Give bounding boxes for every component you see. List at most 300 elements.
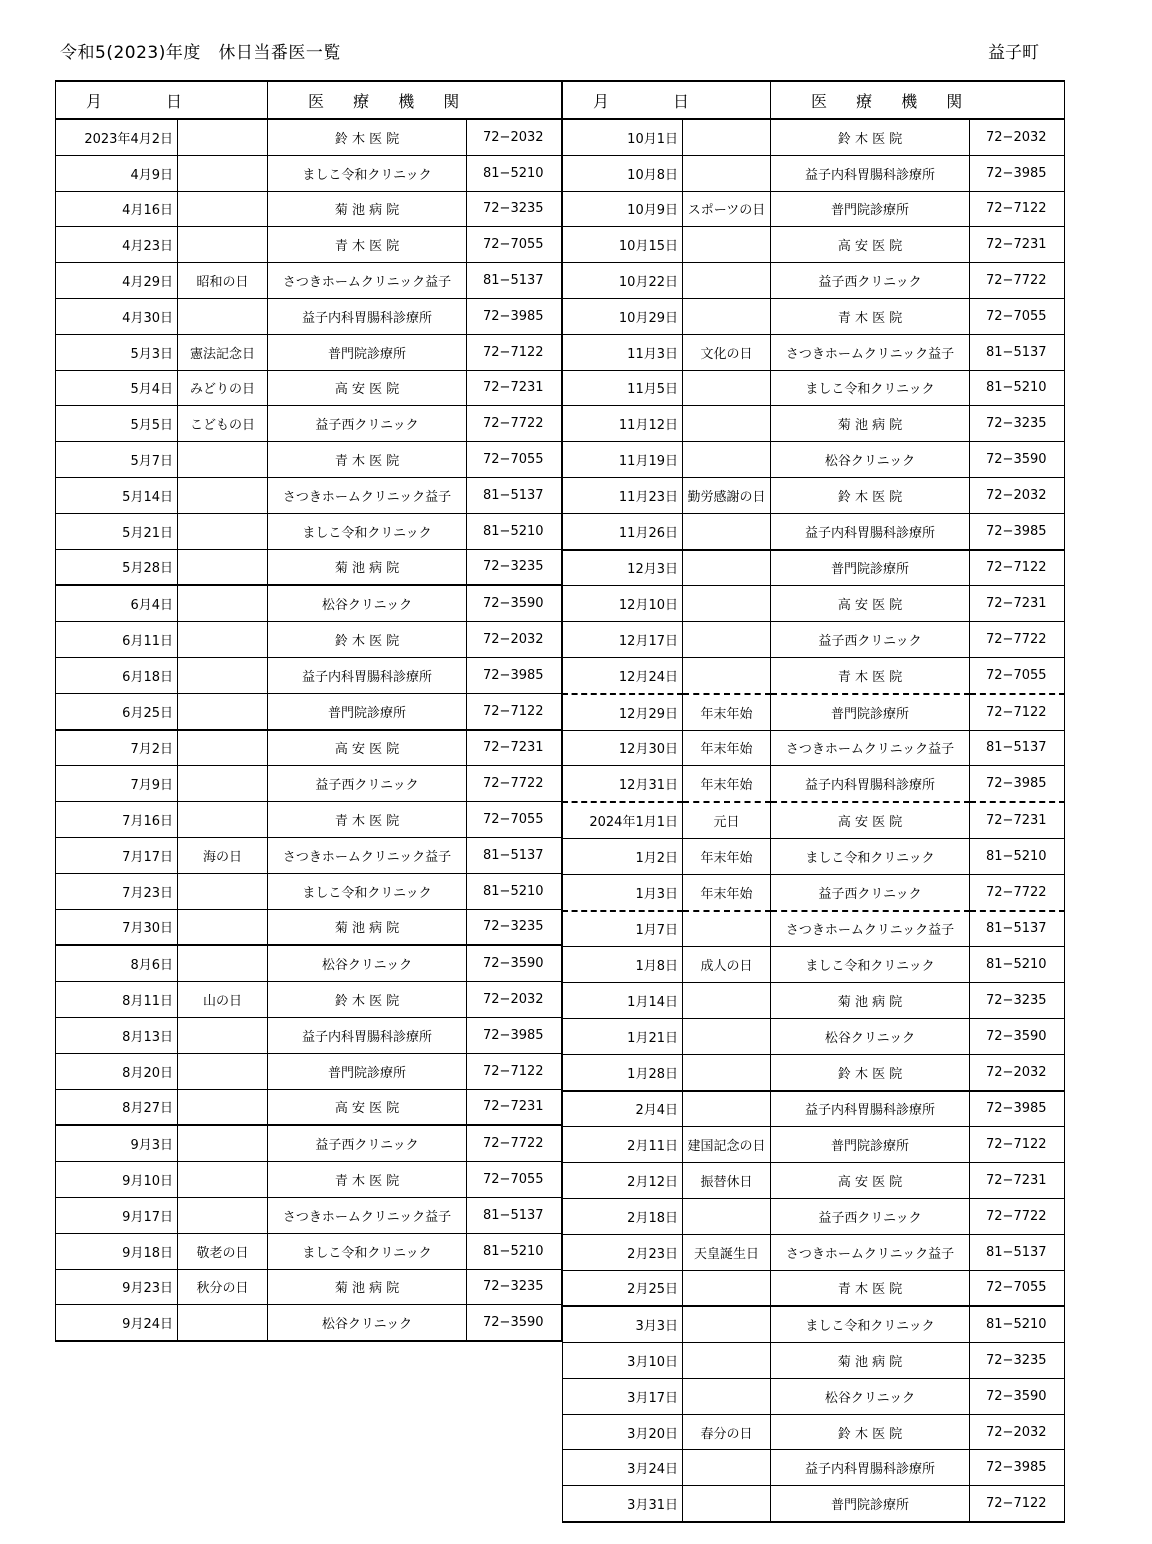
cell-clinic: 益子内科胃腸科診療所 xyxy=(771,1450,970,1486)
cell-date: 1月2日 xyxy=(563,838,683,874)
cell-clinic: 高 安 医 院 xyxy=(268,730,467,766)
cell-clinic: 青 木 医 院 xyxy=(771,657,970,693)
cell-phone: 72−2032 xyxy=(970,1414,1065,1450)
cell-holiday xyxy=(178,730,268,766)
cell-holiday: 勤労感謝の日 xyxy=(683,477,771,513)
cell-clinic: 益子内科胃腸科診療所 xyxy=(268,298,467,334)
cell-phone: 72−3590 xyxy=(467,945,562,981)
cell-date: 12月24日 xyxy=(563,657,683,693)
cell-holiday xyxy=(683,155,771,191)
table-row xyxy=(56,406,562,442)
cell-phone: 81−5210 xyxy=(970,370,1065,406)
cell-phone: 72−3235 xyxy=(467,909,562,945)
cell-holiday: スポーツの日 xyxy=(683,191,771,227)
cell-holiday xyxy=(178,1125,268,1161)
cell-clinic: 鈴 木 医 院 xyxy=(268,119,467,155)
table-row xyxy=(56,982,562,1018)
table-row xyxy=(563,1127,1065,1163)
cell-clinic: 菊 池 病 院 xyxy=(771,1343,970,1379)
cell-date: 5月7日 xyxy=(56,442,178,478)
cell-holiday xyxy=(178,945,268,981)
cell-phone: 72−7231 xyxy=(467,1089,562,1125)
cell-clinic: ましこ令和クリニック xyxy=(771,370,970,406)
cell-holiday: 振替休日 xyxy=(683,1163,771,1199)
table-row xyxy=(563,1378,1065,1414)
cell-phone: 81−5137 xyxy=(970,730,1065,766)
cell-date: 12月30日 xyxy=(563,730,683,766)
cell-holiday xyxy=(683,1018,771,1054)
schedule-table-left xyxy=(55,80,562,1342)
cell-date: 8月20日 xyxy=(56,1053,178,1089)
table-row xyxy=(563,983,1065,1019)
table-row xyxy=(56,1269,562,1305)
table-row xyxy=(563,1414,1065,1450)
cell-date: 1月8日 xyxy=(563,947,683,983)
table-row xyxy=(56,1053,562,1089)
cell-clinic: 益子西クリニック xyxy=(771,874,970,910)
cell-date: 2月12日 xyxy=(563,1163,683,1199)
cell-holiday xyxy=(683,1378,771,1414)
cell-clinic: 普門院診療所 xyxy=(771,550,970,586)
cell-phone: 72−3985 xyxy=(467,657,562,693)
cell-phone: 72−7122 xyxy=(970,694,1065,730)
table-row xyxy=(563,657,1065,693)
cell-date: 6月18日 xyxy=(56,657,178,693)
cell-phone: 81−5210 xyxy=(970,947,1065,983)
cell-date: 7月23日 xyxy=(56,873,178,909)
cell-date: 3月24日 xyxy=(563,1450,683,1486)
cell-phone: 72−3235 xyxy=(970,406,1065,442)
table-row xyxy=(56,1017,562,1053)
table-row xyxy=(563,947,1065,983)
cell-date: 10月15日 xyxy=(563,227,683,263)
table-row xyxy=(563,1343,1065,1379)
cell-holiday xyxy=(178,873,268,909)
cell-holiday xyxy=(683,550,771,586)
cell-date: 12月10日 xyxy=(563,586,683,622)
cell-clinic: 菊 池 病 院 xyxy=(268,191,467,227)
cell-holiday xyxy=(178,155,268,191)
cell-clinic: 菊 池 病 院 xyxy=(268,1269,467,1305)
cell-holiday: 文化の日 xyxy=(683,334,771,370)
cell-date: 7月2日 xyxy=(56,730,178,766)
header-clinic: 医 療 機 関 xyxy=(268,81,562,119)
cell-phone: 72−7055 xyxy=(467,802,562,838)
cell-holiday xyxy=(683,370,771,406)
cell-phone: 72−3985 xyxy=(970,1450,1065,1486)
cell-holiday: 山の日 xyxy=(178,982,268,1018)
cell-date: 4月30日 xyxy=(56,298,178,334)
cell-clinic: ましこ令和クリニック xyxy=(268,1233,467,1269)
table-row xyxy=(56,513,562,549)
cell-phone: 72−2032 xyxy=(467,982,562,1018)
cell-holiday xyxy=(178,585,268,621)
cell-phone: 72−7122 xyxy=(467,334,562,370)
cell-holiday xyxy=(178,477,268,513)
cell-phone: 72−7231 xyxy=(970,586,1065,622)
cell-date: 4月23日 xyxy=(56,227,178,263)
cell-holiday: 年末年始 xyxy=(683,874,771,910)
cell-clinic: ましこ令和クリニック xyxy=(771,838,970,874)
cell-clinic: 益子西クリニック xyxy=(771,622,970,658)
cell-date: 3月20日 xyxy=(563,1414,683,1450)
cell-holiday: 天皇誕生日 xyxy=(683,1234,771,1270)
cell-clinic: 青 木 医 院 xyxy=(771,1270,970,1306)
cell-phone: 81−5137 xyxy=(970,911,1065,947)
table-row xyxy=(563,838,1065,874)
table-row xyxy=(56,549,562,585)
cell-clinic: 松谷クリニック xyxy=(268,1305,467,1341)
table-row xyxy=(563,1486,1065,1522)
cell-date: 1月14日 xyxy=(563,983,683,1019)
cell-clinic: 松谷クリニック xyxy=(268,585,467,621)
cell-date: 5月4日 xyxy=(56,370,178,406)
cell-date: 9月17日 xyxy=(56,1197,178,1233)
cell-holiday xyxy=(178,298,268,334)
cell-clinic: さつきホームクリニック益子 xyxy=(771,1234,970,1270)
table-row xyxy=(563,911,1065,947)
cell-holiday: 年末年始 xyxy=(683,838,771,874)
cell-date: 1月28日 xyxy=(563,1054,683,1090)
cell-phone: 72−3985 xyxy=(970,513,1065,549)
cell-holiday xyxy=(178,1197,268,1233)
cell-clinic: ましこ令和クリニック xyxy=(268,155,467,191)
cell-clinic: 普門院診療所 xyxy=(771,694,970,730)
cell-phone: 72−3985 xyxy=(970,1091,1065,1127)
table-row xyxy=(56,1233,562,1269)
cell-clinic: 菊 池 病 院 xyxy=(268,909,467,945)
cell-clinic: ましこ令和クリニック xyxy=(771,1306,970,1342)
table-row xyxy=(563,766,1065,802)
cell-date: 8月11日 xyxy=(56,982,178,1018)
cell-phone: 72−7122 xyxy=(970,550,1065,586)
table-row xyxy=(563,1018,1065,1054)
cell-phone: 72−3985 xyxy=(970,766,1065,802)
cell-phone: 72−3235 xyxy=(467,549,562,585)
table-row xyxy=(56,155,562,191)
cell-holiday: 元日 xyxy=(683,802,771,838)
cell-phone: 72−3235 xyxy=(970,983,1065,1019)
cell-holiday xyxy=(178,766,268,802)
cell-date: 11月19日 xyxy=(563,442,683,478)
cell-holiday: 年末年始 xyxy=(683,694,771,730)
cell-phone: 72−3590 xyxy=(970,442,1065,478)
table-row xyxy=(56,837,562,873)
cell-date: 5月14日 xyxy=(56,477,178,513)
cell-holiday xyxy=(683,442,771,478)
cell-date: 5月5日 xyxy=(56,406,178,442)
table-row xyxy=(563,1270,1065,1306)
cell-date: 2月25日 xyxy=(563,1270,683,1306)
cell-phone: 72−7722 xyxy=(467,766,562,802)
cell-clinic: 青 木 医 院 xyxy=(268,802,467,838)
cell-date: 8月13日 xyxy=(56,1017,178,1053)
cell-clinic: ましこ令和クリニック xyxy=(268,873,467,909)
cell-date: 8月27日 xyxy=(56,1089,178,1125)
table-header-row xyxy=(56,81,562,119)
cell-date: 11月26日 xyxy=(563,513,683,549)
cell-clinic: 鈴 木 医 院 xyxy=(771,1054,970,1090)
header-clinic: 医 療 機 関 xyxy=(771,81,1065,119)
cell-holiday xyxy=(178,657,268,693)
cell-phone: 72−2032 xyxy=(970,1054,1065,1090)
cell-date: 7月16日 xyxy=(56,802,178,838)
cell-date: 4月9日 xyxy=(56,155,178,191)
town-name: 益子町 xyxy=(988,43,1039,63)
cell-date: 12月3日 xyxy=(563,550,683,586)
table-row xyxy=(56,909,562,945)
cell-holiday xyxy=(178,442,268,478)
cell-clinic: 益子西クリニック xyxy=(268,1125,467,1161)
cell-clinic: さつきホームクリニック益子 xyxy=(268,837,467,873)
cell-date: 1月21日 xyxy=(563,1018,683,1054)
cell-holiday xyxy=(683,983,771,1019)
table-row xyxy=(56,477,562,513)
table-row xyxy=(563,191,1065,227)
cell-phone: 72−3590 xyxy=(467,585,562,621)
cell-phone: 81−5137 xyxy=(467,837,562,873)
cell-date: 12月31日 xyxy=(563,766,683,802)
cell-holiday: 年末年始 xyxy=(683,766,771,802)
table-row xyxy=(563,622,1065,658)
table-row xyxy=(563,1306,1065,1342)
cell-clinic: 益子内科胃腸科診療所 xyxy=(771,155,970,191)
cell-holiday xyxy=(178,1017,268,1053)
cell-date: 10月9日 xyxy=(563,191,683,227)
cell-clinic: 菊 池 病 院 xyxy=(771,406,970,442)
cell-clinic: 普門院診療所 xyxy=(268,693,467,729)
cell-holiday: 憲法記念日 xyxy=(178,334,268,370)
cell-clinic: さつきホームクリニック益子 xyxy=(268,477,467,513)
cell-clinic: さつきホームクリニック益子 xyxy=(771,730,970,766)
cell-phone: 72−7122 xyxy=(970,191,1065,227)
cell-holiday xyxy=(683,657,771,693)
cell-phone: 81−5210 xyxy=(467,155,562,191)
schedule-table-right xyxy=(562,80,1065,1523)
cell-holiday xyxy=(683,1054,771,1090)
cell-clinic: 高 安 医 院 xyxy=(268,370,467,406)
cell-clinic: 高 安 医 院 xyxy=(268,1089,467,1125)
cell-phone: 72−7722 xyxy=(467,1125,562,1161)
table-row xyxy=(563,263,1065,299)
table-row xyxy=(56,873,562,909)
cell-clinic: 普門院診療所 xyxy=(771,191,970,227)
cell-clinic: さつきホームクリニック益子 xyxy=(268,1197,467,1233)
table-row xyxy=(563,406,1065,442)
cell-clinic: 青 木 医 院 xyxy=(268,1162,467,1198)
cell-phone: 81−5210 xyxy=(467,873,562,909)
table-row xyxy=(56,730,562,766)
cell-date: 2月23日 xyxy=(563,1234,683,1270)
cell-phone: 72−3235 xyxy=(467,191,562,227)
table-row xyxy=(56,227,562,263)
cell-clinic: 鈴 木 医 院 xyxy=(268,622,467,658)
cell-date: 4月29日 xyxy=(56,263,178,299)
cell-clinic: 益子西クリニック xyxy=(268,406,467,442)
cell-phone: 72−7055 xyxy=(467,442,562,478)
header-date: 月 日 xyxy=(56,81,268,119)
cell-date: 6月11日 xyxy=(56,622,178,658)
table-row xyxy=(56,191,562,227)
cell-holiday xyxy=(683,1306,771,1342)
cell-date: 2月4日 xyxy=(563,1091,683,1127)
cell-clinic: 松谷クリニック xyxy=(771,1378,970,1414)
table-header-row xyxy=(563,81,1065,119)
cell-date: 9月18日 xyxy=(56,1233,178,1269)
cell-holiday xyxy=(178,802,268,838)
cell-date: 9月24日 xyxy=(56,1305,178,1341)
cell-phone: 72−2032 xyxy=(467,622,562,658)
cell-phone: 72−2032 xyxy=(970,477,1065,513)
cell-date: 3月17日 xyxy=(563,1378,683,1414)
table-row xyxy=(563,1234,1065,1270)
table-row xyxy=(563,730,1065,766)
table-row xyxy=(56,334,562,370)
table-row xyxy=(563,155,1065,191)
cell-phone: 72−7722 xyxy=(970,874,1065,910)
cell-date: 10月29日 xyxy=(563,298,683,334)
cell-phone: 72−7722 xyxy=(970,263,1065,299)
header-date: 月 日 xyxy=(563,81,771,119)
cell-date: 8月6日 xyxy=(56,945,178,981)
cell-clinic: さつきホームクリニック益子 xyxy=(771,334,970,370)
cell-clinic: 高 安 医 院 xyxy=(771,227,970,263)
table-row xyxy=(56,657,562,693)
cell-clinic: さつきホームクリニック益子 xyxy=(771,911,970,947)
table-row xyxy=(563,370,1065,406)
cell-phone: 81−5137 xyxy=(467,263,562,299)
cell-phone: 72−7055 xyxy=(970,298,1065,334)
cell-date: 2月18日 xyxy=(563,1198,683,1234)
cell-clinic: 松谷クリニック xyxy=(268,945,467,981)
table-row xyxy=(56,693,562,729)
cell-date: 2月11日 xyxy=(563,1127,683,1163)
cell-date: 12月17日 xyxy=(563,622,683,658)
cell-date: 11月3日 xyxy=(563,334,683,370)
cell-holiday: みどりの日 xyxy=(178,370,268,406)
cell-phone: 72−7231 xyxy=(970,1163,1065,1199)
cell-date: 1月7日 xyxy=(563,911,683,947)
cell-clinic: 鈴 木 医 院 xyxy=(268,982,467,1018)
cell-phone: 72−3985 xyxy=(467,298,562,334)
cell-holiday xyxy=(683,911,771,947)
cell-clinic: 菊 池 病 院 xyxy=(268,549,467,585)
cell-date: 10月22日 xyxy=(563,263,683,299)
cell-phone: 81−5210 xyxy=(467,1233,562,1269)
cell-phone: 81−5137 xyxy=(970,1234,1065,1270)
table-row xyxy=(563,802,1065,838)
cell-phone: 72−7231 xyxy=(970,802,1065,838)
cell-clinic: 青 木 医 院 xyxy=(771,298,970,334)
table-row xyxy=(56,1162,562,1198)
cell-clinic: 高 安 医 院 xyxy=(771,802,970,838)
table-row xyxy=(56,1089,562,1125)
cell-holiday: 年末年始 xyxy=(683,730,771,766)
cell-clinic: 益子西クリニック xyxy=(771,1198,970,1234)
cell-date: 1月3日 xyxy=(563,874,683,910)
cell-clinic: 青 木 医 院 xyxy=(268,227,467,263)
cell-date: 7月9日 xyxy=(56,766,178,802)
table-row xyxy=(563,513,1065,549)
table-row xyxy=(56,298,562,334)
cell-clinic: 益子内科胃腸科診療所 xyxy=(268,657,467,693)
cell-holiday xyxy=(683,1343,771,1379)
cell-holiday: 成人の日 xyxy=(683,947,771,983)
cell-phone: 72−7722 xyxy=(467,406,562,442)
table-row xyxy=(56,119,562,155)
cell-phone: 81−5210 xyxy=(467,513,562,549)
table-row xyxy=(563,442,1065,478)
table-row xyxy=(563,694,1065,730)
cell-date: 6月25日 xyxy=(56,693,178,729)
cell-holiday xyxy=(178,119,268,155)
cell-holiday xyxy=(683,227,771,263)
table-row xyxy=(56,585,562,621)
cell-clinic: 普門院診療所 xyxy=(268,1053,467,1089)
table-row xyxy=(563,1198,1065,1234)
table-row xyxy=(56,442,562,478)
cell-holiday xyxy=(178,622,268,658)
cell-holiday: 海の日 xyxy=(178,837,268,873)
table-row xyxy=(56,263,562,299)
table-row xyxy=(563,586,1065,622)
cell-phone: 72−7122 xyxy=(970,1127,1065,1163)
cell-phone: 81−5137 xyxy=(467,477,562,513)
cell-clinic: 鈴 木 医 院 xyxy=(771,119,970,155)
table-row xyxy=(563,1054,1065,1090)
cell-phone: 72−3985 xyxy=(467,1017,562,1053)
cell-phone: 72−3590 xyxy=(970,1378,1065,1414)
cell-phone: 72−7122 xyxy=(970,1486,1065,1522)
cell-phone: 72−7231 xyxy=(467,370,562,406)
cell-date: 9月10日 xyxy=(56,1162,178,1198)
cell-date: 7月17日 xyxy=(56,837,178,873)
cell-holiday: 秋分の日 xyxy=(178,1269,268,1305)
cell-holiday xyxy=(683,622,771,658)
cell-holiday xyxy=(683,119,771,155)
cell-holiday xyxy=(683,1270,771,1306)
cell-date: 9月3日 xyxy=(56,1125,178,1161)
cell-clinic: 高 安 医 院 xyxy=(771,586,970,622)
cell-phone: 72−3590 xyxy=(467,1305,562,1341)
table-row xyxy=(56,622,562,658)
cell-date: 11月23日 xyxy=(563,477,683,513)
cell-date: 10月8日 xyxy=(563,155,683,191)
cell-holiday xyxy=(683,298,771,334)
cell-holiday: 建国記念の日 xyxy=(683,1127,771,1163)
cell-clinic: さつきホームクリニック益子 xyxy=(268,263,467,299)
cell-holiday xyxy=(683,1450,771,1486)
cell-phone: 72−7722 xyxy=(970,622,1065,658)
cell-date: 11月12日 xyxy=(563,406,683,442)
table-row xyxy=(563,874,1065,910)
cell-phone: 81−5137 xyxy=(467,1197,562,1233)
cell-holiday xyxy=(683,1198,771,1234)
cell-holiday xyxy=(683,1091,771,1127)
cell-holiday xyxy=(178,693,268,729)
cell-phone: 72−3235 xyxy=(467,1269,562,1305)
cell-clinic: ましこ令和クリニック xyxy=(771,947,970,983)
table-row xyxy=(56,370,562,406)
cell-phone: 81−5137 xyxy=(970,334,1065,370)
cell-date: 10月1日 xyxy=(563,119,683,155)
cell-holiday: 昭和の日 xyxy=(178,263,268,299)
table-row xyxy=(563,1091,1065,1127)
cell-date: 5月28日 xyxy=(56,549,178,585)
cell-date: 2024年1月1日 xyxy=(563,802,683,838)
table-row xyxy=(563,298,1065,334)
cell-date: 3月31日 xyxy=(563,1486,683,1522)
